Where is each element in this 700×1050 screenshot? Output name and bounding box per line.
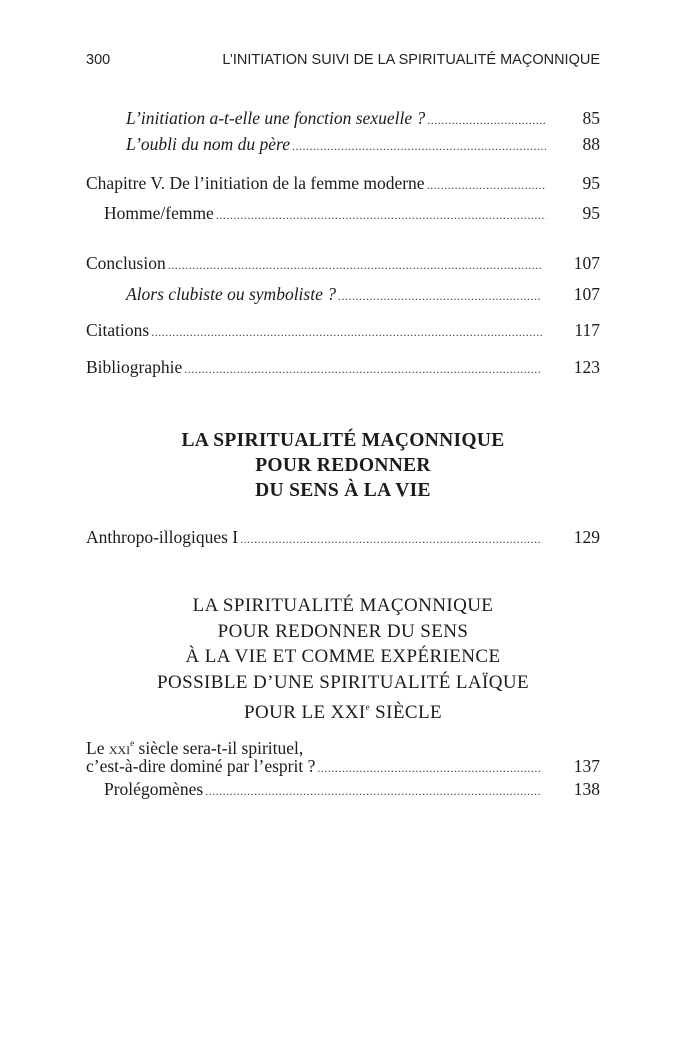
toc-entry-page: 88: [582, 134, 600, 154]
dot-leader: [427, 108, 546, 132]
toc-entry-page: 129: [573, 527, 600, 547]
toc-entry-title: L’initiation a-t-elle une fonction sexuelle ?: [126, 108, 426, 128]
dot-leader: [216, 203, 546, 227]
dot-leader: [240, 527, 542, 551]
century-numeral: xxi: [108, 738, 131, 758]
toc-entry[interactable]: [86, 525, 600, 549]
toc-entry-page: 123: [573, 357, 600, 377]
toc-entry[interactable]: [86, 201, 600, 225]
toc-entry-title: Citations: [86, 320, 150, 340]
toc-entry[interactable]: [86, 106, 600, 130]
dot-leader: [184, 357, 542, 381]
toc-entry-page: 107: [573, 253, 600, 273]
dot-leader: [151, 320, 542, 344]
toc-entry-page: 137: [573, 756, 600, 776]
heading-line: LA SPIRITUALITÉ MAÇONNIQUE: [181, 430, 505, 451]
toc-entry-title: L’oubli du nom du père: [126, 134, 290, 154]
heading-line: À LA VIE ET COMME EXPÉRIENCE: [185, 646, 501, 667]
toc-entry-line[interactable]: Le xxi$^e$ siècle sera-t-il spirituel,: [86, 738, 304, 758]
heading-line: POUR LE XXIe SIÈCLE: [244, 702, 442, 723]
running-header: [86, 52, 600, 68]
dot-leader: [292, 134, 546, 158]
heading-line: DU SENS À LA VIE: [255, 480, 431, 501]
toc-entry[interactable]: [86, 777, 600, 801]
toc-entry[interactable]: [86, 318, 600, 342]
running-title: L’INITIATION SUIVI DE LA SPIRITUALITÉ MAÇONNIQUE: [222, 52, 600, 68]
dot-leader: [205, 779, 542, 803]
toc-entry-page: 117: [574, 320, 600, 340]
toc-entry-page: 95: [582, 203, 600, 223]
toc-entry-title: Alors clubiste ou symboliste ?: [126, 284, 336, 304]
section-heading-bold: [86, 428, 600, 503]
dot-leader: [168, 253, 542, 277]
heading-line: POUR REDONNER: [255, 455, 431, 476]
superscript: e: [365, 702, 371, 712]
page-number: 300: [86, 52, 111, 68]
dot-leader: [338, 284, 542, 308]
toc-entry-title: Chapitre V. De l’initiation de la femme moderne: [86, 173, 425, 193]
toc-entry-title: Bibliographie: [86, 357, 183, 377]
section-heading: [86, 593, 600, 726]
toc-entry[interactable]: [86, 754, 600, 778]
toc-entry-title: Prolégomènes: [104, 779, 204, 799]
heading-line: LA SPIRITUALITÉ MAÇONNIQUE: [192, 595, 494, 616]
toc-entry-page: 85: [582, 108, 600, 128]
toc-entry[interactable]: [86, 355, 600, 379]
toc-entry-title: Conclusion: [86, 253, 166, 273]
toc-entry-title: c’est-à-dire dominé par l’esprit ?: [86, 756, 316, 776]
toc-entry[interactable]: [86, 132, 600, 156]
toc-entry-page: 107: [573, 284, 600, 304]
toc-entry-page: 138: [573, 779, 600, 799]
toc-entry-title: Anthropo-illogiques I: [86, 527, 239, 547]
dot-leader: [427, 173, 546, 197]
toc-entry[interactable]: [86, 282, 600, 306]
toc-entry[interactable]: [86, 251, 600, 275]
heading-line: POUR REDONNER DU SENS: [217, 620, 469, 642]
toc-entry-page: 95: [582, 173, 600, 193]
toc-entry[interactable]: [86, 171, 600, 195]
toc-entry-title: Homme/femme: [104, 203, 214, 223]
heading-line: POSSIBLE D’UNE SPIRITUALITÉ LAÏQUE: [157, 671, 529, 693]
superscript: e: [130, 738, 135, 748]
